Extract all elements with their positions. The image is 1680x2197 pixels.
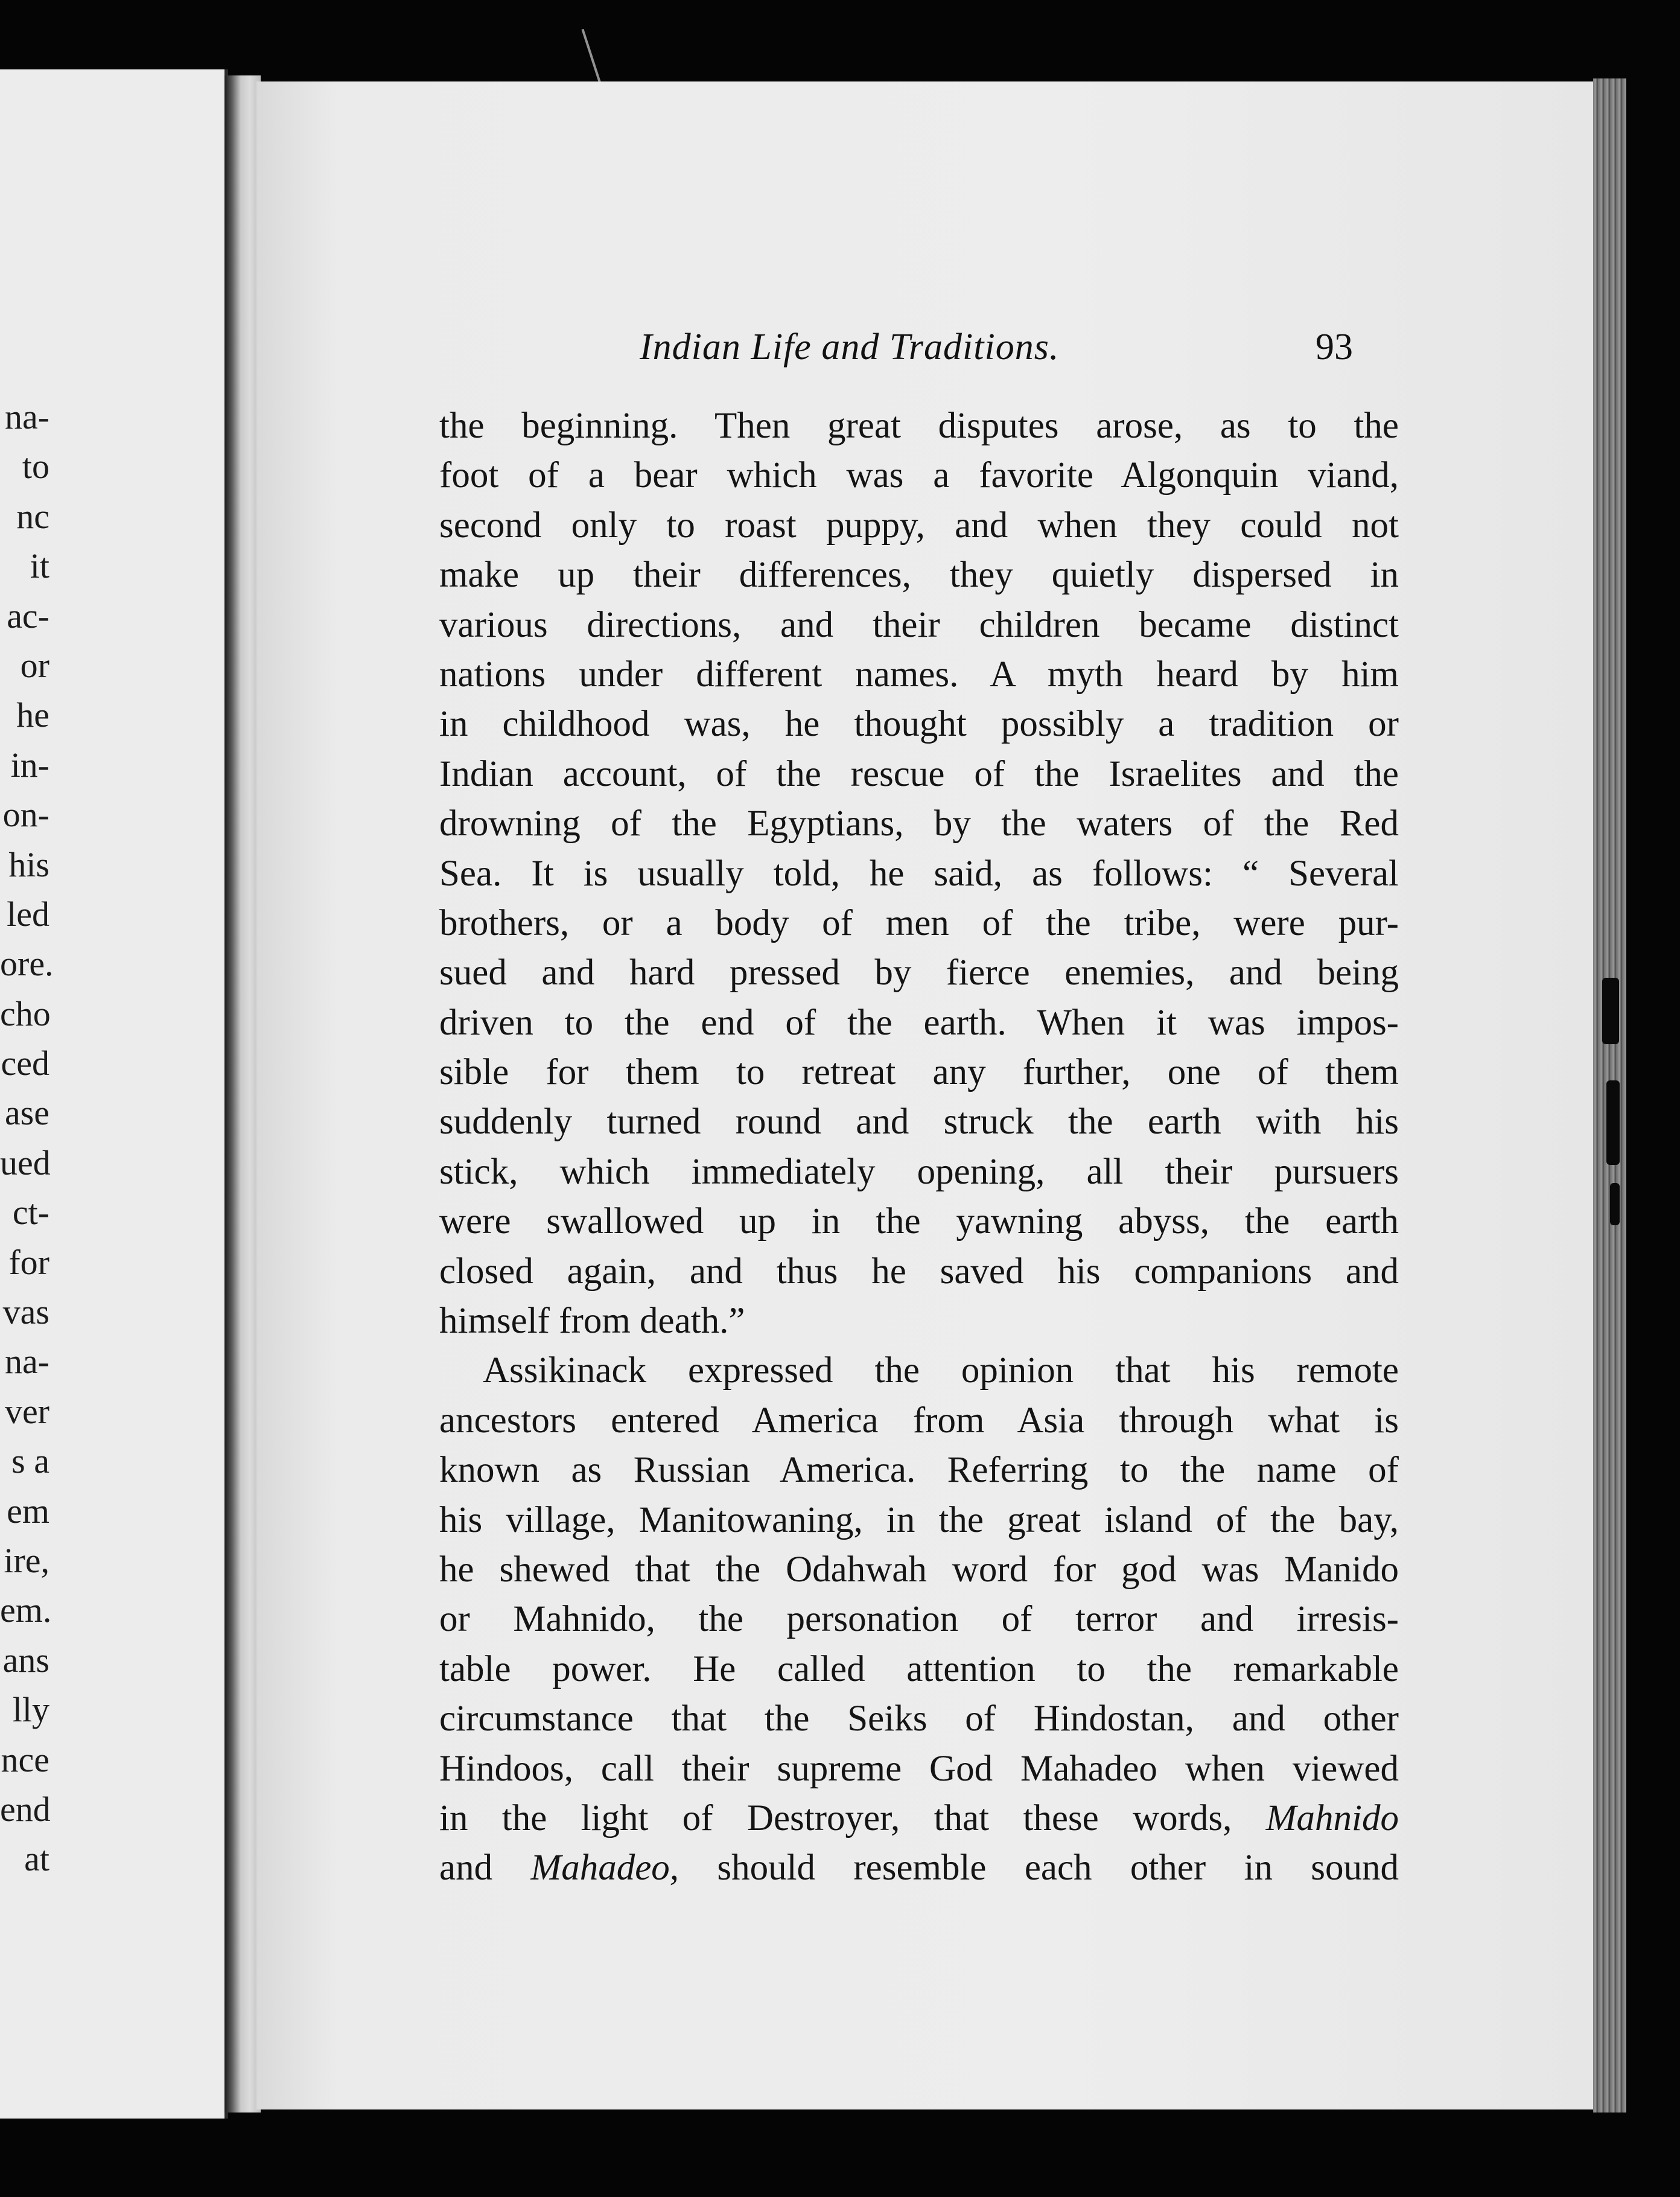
left-fragment: cho	[0, 993, 51, 1033]
text-line: circumstance that the Seiks of Hindostan, and other	[439, 1698, 1399, 1739]
line-30-text: and	[439, 1848, 531, 1889]
page-number: 93	[1316, 327, 1353, 368]
text-line: were swallowed up in the yawning abyss, the earth	[439, 1201, 1399, 1242]
body-text	[439, 401, 1399, 1893]
left-fragment: ac-	[7, 596, 49, 636]
running-head: Indian Life and Traditions.	[640, 327, 1060, 368]
left-fragment: to	[22, 447, 49, 486]
left-fragment: vas	[2, 1292, 49, 1332]
text-line: nations under different names. A myth heard by him	[439, 654, 1399, 695]
left-fragment: ore.	[0, 944, 54, 984]
left-fragment: ued	[0, 1143, 51, 1182]
text-line: Hindoos, call their supreme God Mahadeo when viewed	[439, 1748, 1399, 1789]
book-gutter	[224, 75, 261, 2112]
text-line: Sea. It is usually told, he said, as follows: “ Several	[439, 853, 1399, 894]
left-fragment: he	[16, 695, 49, 735]
left-fragment: on-	[2, 795, 49, 835]
left-fragment: lly	[12, 1690, 49, 1730]
left-fragment: em	[7, 1491, 49, 1531]
left-fragment: at	[24, 1839, 49, 1879]
text-line: make up their differences, they quietly dispersed in	[439, 555, 1399, 596]
text-line: or Mahnido, the personation of terror and irresis-	[439, 1599, 1399, 1640]
left-fragment: s a	[11, 1441, 49, 1481]
edge-mark	[1610, 1183, 1620, 1225]
left-fragment: led	[7, 894, 49, 934]
left-fragment: end	[0, 1789, 51, 1829]
text-line: drowning of the Egyptians, by the waters of the Red	[439, 803, 1399, 844]
text-line: in childhood was, he thought possibly a tradition or	[439, 704, 1399, 745]
text-line: brothers, or a body of men of the tribe, were pur-	[439, 902, 1399, 943]
left-fragment: ver	[4, 1391, 49, 1431]
text-line: known as Russian America. Referring to the name of	[439, 1450, 1399, 1491]
text-line: driven to the end of the earth. When it was impos-	[439, 1002, 1399, 1043]
left-page	[0, 69, 228, 2119]
left-fragment: na-	[4, 1342, 49, 1382]
text-line: sible for them to retreat any further, one of them	[439, 1052, 1399, 1093]
edge-mark	[1602, 978, 1619, 1044]
left-fragment: nce	[1, 1739, 49, 1779]
text-line: sued and hard pressed by fierce enemies, and being	[439, 952, 1399, 993]
text-line-30	[439, 1843, 1399, 1893]
text-line: table power. He called attention to the remarkable	[439, 1648, 1399, 1689]
text-line: himself from death.”	[439, 1301, 745, 1342]
left-fragment: ire,	[4, 1540, 49, 1580]
line-29-text: in the light of Destroyer, that these words,	[439, 1797, 1266, 1838]
text-line: Assikinack expressed the opinion that his remote	[483, 1350, 1399, 1391]
left-fragment: or	[20, 645, 49, 685]
italic-word-mahadeo: Mahadeo,	[530, 1848, 679, 1889]
text-line: various directions, and their children became distinct	[439, 604, 1399, 645]
text-line-29	[439, 1794, 1399, 1843]
text-line: second only to roast puppy, and when they could not	[439, 505, 1399, 546]
line-30-text-end: should resemble each other in sound	[679, 1848, 1399, 1889]
left-fragment: in-	[10, 745, 49, 785]
text-line: suddenly turned round and struck the earth with his	[439, 1102, 1399, 1143]
left-fragment: for	[8, 1242, 49, 1282]
left-fragment: his	[8, 844, 49, 884]
text-line: he shewed that the Odahwah word for god was Manido	[439, 1549, 1399, 1590]
left-fragment: it	[30, 546, 49, 586]
left-fragment: ced	[1, 1044, 49, 1083]
text-line: the beginning. Then great disputes arose, as to the	[439, 406, 1399, 446]
text-line: closed again, and thus he saved his companions and	[439, 1251, 1399, 1292]
edge-mark	[1606, 1080, 1620, 1165]
left-fragment: na-	[4, 397, 49, 436]
italic-word-mahnido: Mahnido	[1265, 1797, 1399, 1838]
left-fragment: ase	[4, 1093, 49, 1133]
text-line: ancestors entered America from Asia through what is	[439, 1400, 1399, 1441]
text-line: his village, Manitowaning, in the great island of the bay,	[439, 1499, 1399, 1540]
left-fragment: ct-	[12, 1193, 49, 1232]
left-fragment: ans	[2, 1640, 49, 1680]
left-fragment: nc	[16, 496, 49, 536]
left-fragment: em.	[0, 1590, 52, 1630]
text-line: stick, which immediately opening, all their pursuers	[439, 1151, 1399, 1192]
text-line: Indian account, of the rescue of the Israelites and the	[439, 753, 1399, 794]
left-page-fragments	[0, 392, 224, 1884]
text-line: foot of a bear which was a favorite Algonquin viand,	[439, 455, 1399, 496]
